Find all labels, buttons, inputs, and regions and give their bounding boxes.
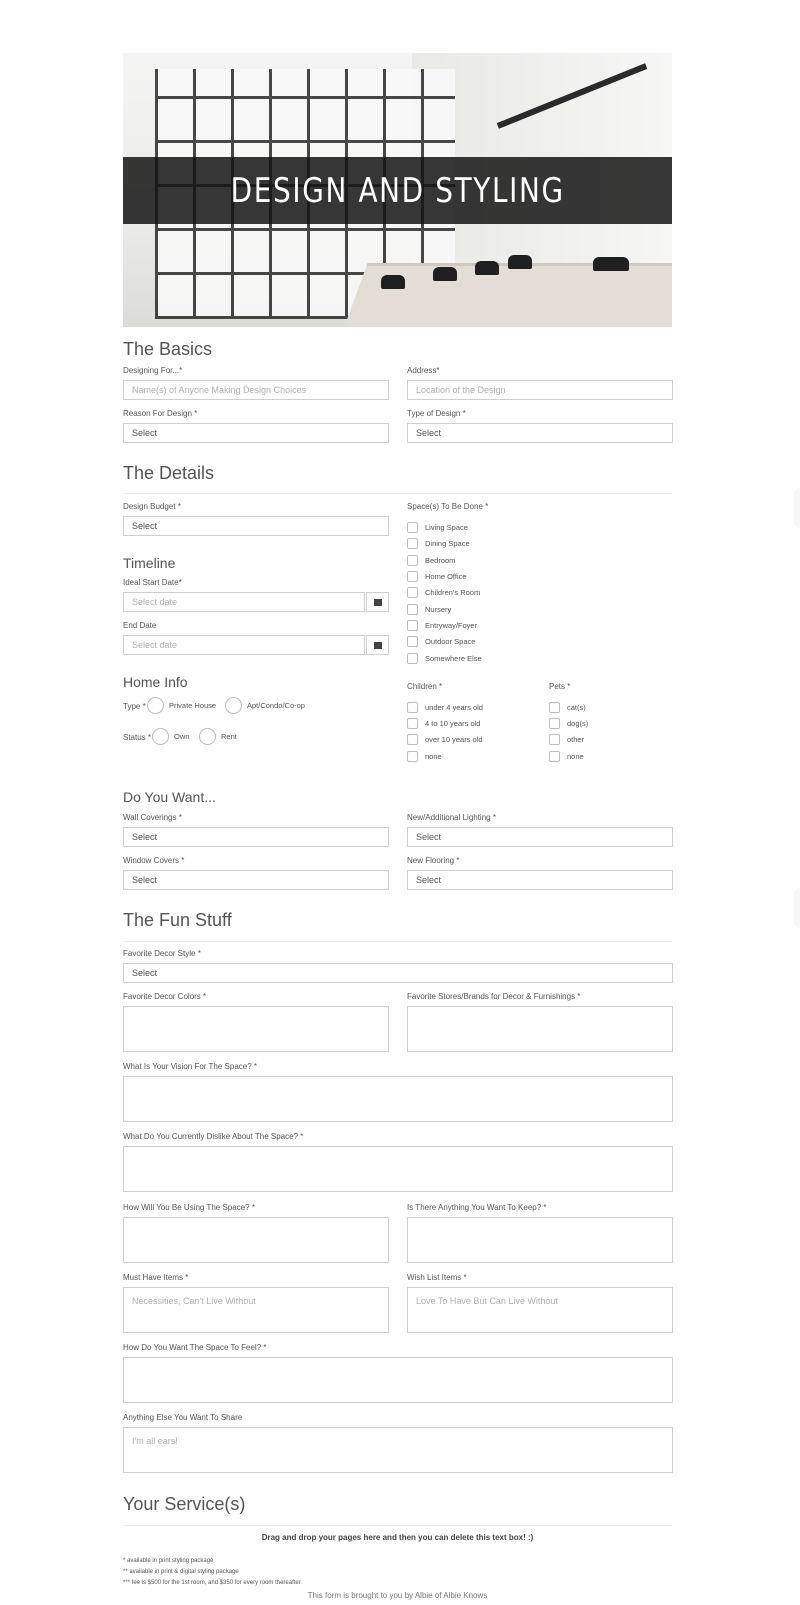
window-covers-label: Window Covers * [123, 856, 185, 865]
hero-chair [593, 257, 629, 271]
radio-private-house[interactable] [147, 697, 216, 714]
divider [123, 1525, 672, 1526]
home-type-label: Type * [123, 702, 146, 711]
checkbox-icon[interactable] [549, 718, 560, 729]
checkbox-label: Home Office [425, 572, 467, 581]
hero-banner [123, 53, 672, 327]
timeline-heading: Timeline [123, 555, 176, 571]
radio-own[interactable] [152, 728, 189, 745]
lighting-label: New/Additional Lighting * [407, 813, 496, 822]
checkbox-label: Children's Room [425, 588, 481, 597]
decor-colors-textarea[interactable] [123, 1006, 389, 1052]
wish-list-textarea[interactable]: Love To Have But Can Live Without [407, 1287, 673, 1333]
drag-drop-text: Drag and drop your pages here and then you can delete this text box! :) [261, 1533, 534, 1542]
space-checkbox[interactable] [407, 587, 480, 598]
space-checkbox[interactable] [407, 538, 470, 549]
dislike-textarea[interactable] [123, 1146, 673, 1192]
checkbox-icon[interactable] [549, 751, 560, 762]
checkbox-icon[interactable] [407, 734, 418, 745]
address-label: Address* [407, 366, 440, 375]
checkbox-label: under 4 years old [425, 703, 483, 712]
fun-heading: The Fun Stuff [123, 910, 232, 930]
space-checkbox[interactable] [407, 653, 482, 664]
divider [123, 941, 672, 942]
checkbox-icon[interactable] [407, 636, 418, 647]
space-checkbox[interactable] [407, 522, 468, 533]
footer-credit: This form is brought to you by Albie of Albie Knows [307, 1591, 488, 1600]
radio-apt-condo[interactable] [225, 697, 305, 714]
footnote: *** fee is $500 for the 1st room, and $350 for every room thereafter [123, 1580, 301, 1586]
checkbox-label: none [567, 752, 584, 761]
lighting-select[interactable]: Select [407, 827, 673, 847]
dislike-label: What Do You Currently Dislike About The Space? * [123, 1132, 304, 1141]
checkbox-icon[interactable] [407, 604, 418, 615]
address-input[interactable]: Location of the Design [407, 380, 673, 400]
hero-title-band [123, 157, 672, 224]
checkbox-icon[interactable] [407, 718, 418, 729]
checkbox-label: Dining Space [425, 539, 470, 548]
footnote: * available in print styling package [123, 1558, 214, 1564]
radio-label: Rent [221, 732, 237, 741]
type-select[interactable]: Select [407, 423, 673, 443]
pets-checkbox[interactable] [549, 751, 584, 762]
checkbox-label: cat(s) [567, 703, 586, 712]
checkbox-label: dog(s) [567, 719, 589, 728]
stores-label: Favorite Stores/Brands for Decor & Furnishings * [407, 992, 581, 1001]
hero-title: DESIGN AND STYLING [230, 170, 565, 211]
children-checkbox[interactable] [407, 702, 483, 713]
checkbox-icon[interactable] [407, 620, 418, 631]
checkbox-label: Entryway/Foyer [425, 621, 478, 630]
budget-label: Design Budget * [123, 502, 181, 511]
must-have-textarea[interactable]: Necessities, Can't Live Without [123, 1287, 389, 1333]
children-checkbox[interactable] [407, 734, 483, 745]
anything-else-label: Anything Else You Want To Share [123, 1413, 243, 1422]
space-checkbox[interactable] [407, 555, 455, 566]
reason-select[interactable]: Select [123, 423, 389, 443]
feel-label: How Do You Want The Space To Feel? * [123, 1343, 267, 1352]
children-checkbox[interactable] [407, 718, 480, 729]
pets-checkbox[interactable] [549, 718, 588, 729]
want-heading: Do You Want... [123, 789, 216, 805]
hero-chair [508, 255, 532, 269]
hero-chair [381, 275, 405, 289]
side-tab[interactable] [794, 888, 800, 928]
designing-for-label: Designing For...* [123, 366, 183, 375]
designing-for-input[interactable]: Name(s) of Anyone Making Design Choices [123, 380, 389, 400]
decor-style-label: Favorite Decor Style * [123, 949, 201, 958]
start-date-input[interactable]: Select date [123, 592, 365, 612]
vision-label: What Is Your Vision For The Space? * [123, 1062, 258, 1071]
checkbox-label: Nursery [425, 605, 452, 614]
checkbox-icon[interactable] [407, 522, 418, 533]
window-covers-select[interactable]: Select [123, 870, 389, 890]
checkbox-icon[interactable] [407, 538, 418, 549]
using-textarea[interactable] [123, 1217, 389, 1263]
budget-select[interactable]: Select [123, 516, 389, 536]
services-heading: Your Service(s) [123, 1494, 246, 1514]
reason-label: Reason For Design * [123, 409, 198, 418]
stores-textarea[interactable] [407, 1006, 673, 1052]
pets-checkbox[interactable] [549, 734, 584, 745]
space-checkbox[interactable] [407, 636, 475, 647]
decor-colors-label: Favorite Decor Colors * [123, 992, 207, 1001]
pets-label: Pets * [549, 682, 571, 691]
end-date-input[interactable]: Select date [123, 635, 365, 655]
checkbox-label: Outdoor Space [425, 637, 476, 646]
hero-table [338, 263, 672, 327]
radio-rent[interactable] [199, 728, 237, 745]
calendar-icon[interactable] [366, 592, 389, 612]
checkbox-icon[interactable] [407, 702, 418, 713]
vision-textarea[interactable] [123, 1076, 673, 1122]
space-checkbox[interactable] [407, 620, 477, 631]
end-date-label: End Date [123, 621, 157, 630]
home-info-heading: Home Info [123, 674, 188, 690]
checkbox-label: over 10 years old [425, 735, 483, 744]
wall-coverings-label: Wall Coverings * [123, 813, 182, 822]
radio-icon[interactable] [225, 697, 242, 714]
anything-else-textarea[interactable]: I'm all ears! [123, 1427, 673, 1473]
radio-label: Own [174, 732, 190, 741]
basics-heading: The Basics [123, 339, 213, 359]
checkbox-icon[interactable] [407, 751, 418, 762]
children-checkbox[interactable] [407, 751, 442, 762]
checkbox-icon[interactable] [549, 702, 560, 713]
hero-chair [433, 267, 457, 281]
radio-label: Apt/Condo/Co-op [247, 701, 305, 710]
checkbox-label: 4 to 10 years old [425, 719, 481, 728]
side-tab[interactable] [794, 488, 800, 528]
pets-checkbox[interactable] [549, 702, 586, 713]
checkbox-icon[interactable] [407, 653, 418, 664]
feel-textarea[interactable] [123, 1357, 673, 1403]
radio-label: Private House [169, 701, 217, 710]
radio-icon[interactable] [199, 728, 216, 745]
details-heading: The Details [123, 463, 215, 483]
checkbox-label: Bedroom [425, 556, 456, 565]
keep-label: Is There Anything You Want To Keep? * [407, 1203, 547, 1212]
wish-list-label: Wish List Items * [407, 1273, 467, 1282]
checkbox-icon[interactable] [407, 587, 418, 598]
space-checkbox[interactable] [407, 604, 451, 615]
type-label: Type of Design * [407, 409, 466, 418]
divider [123, 493, 672, 494]
status-label: Status * [123, 733, 152, 742]
must-have-label: Must Have Items * [123, 1273, 189, 1282]
checkbox-label: Somewhere Else [425, 654, 482, 663]
checkbox-label: Living Space [425, 523, 468, 532]
start-date-label: Ideal Start Date* [123, 578, 182, 587]
hero-chair [475, 261, 499, 275]
flooring-label: New Flooring * [407, 856, 460, 865]
decor-style-select[interactable]: Select [123, 963, 673, 983]
space-checkbox[interactable] [407, 571, 467, 582]
flooring-select[interactable]: Select [407, 870, 673, 890]
checkbox-label: none [425, 752, 442, 761]
radio-icon[interactable] [147, 697, 164, 714]
children-label: Children * [407, 682, 443, 691]
calendar-icon[interactable] [366, 635, 389, 655]
radio-icon[interactable] [152, 728, 169, 745]
using-label: How Will You Be Using The Space? * [123, 1203, 255, 1212]
keep-textarea[interactable] [407, 1217, 673, 1263]
spaces-label: Space(s) To Be Done * [407, 502, 489, 511]
footnote: ** available in print & digital styling package [123, 1569, 239, 1575]
checkbox-icon[interactable] [549, 734, 560, 745]
wall-coverings-select[interactable]: Select [123, 827, 389, 847]
checkbox-icon[interactable] [407, 555, 418, 566]
checkbox-icon[interactable] [407, 571, 418, 582]
checkbox-label: other [567, 735, 585, 744]
